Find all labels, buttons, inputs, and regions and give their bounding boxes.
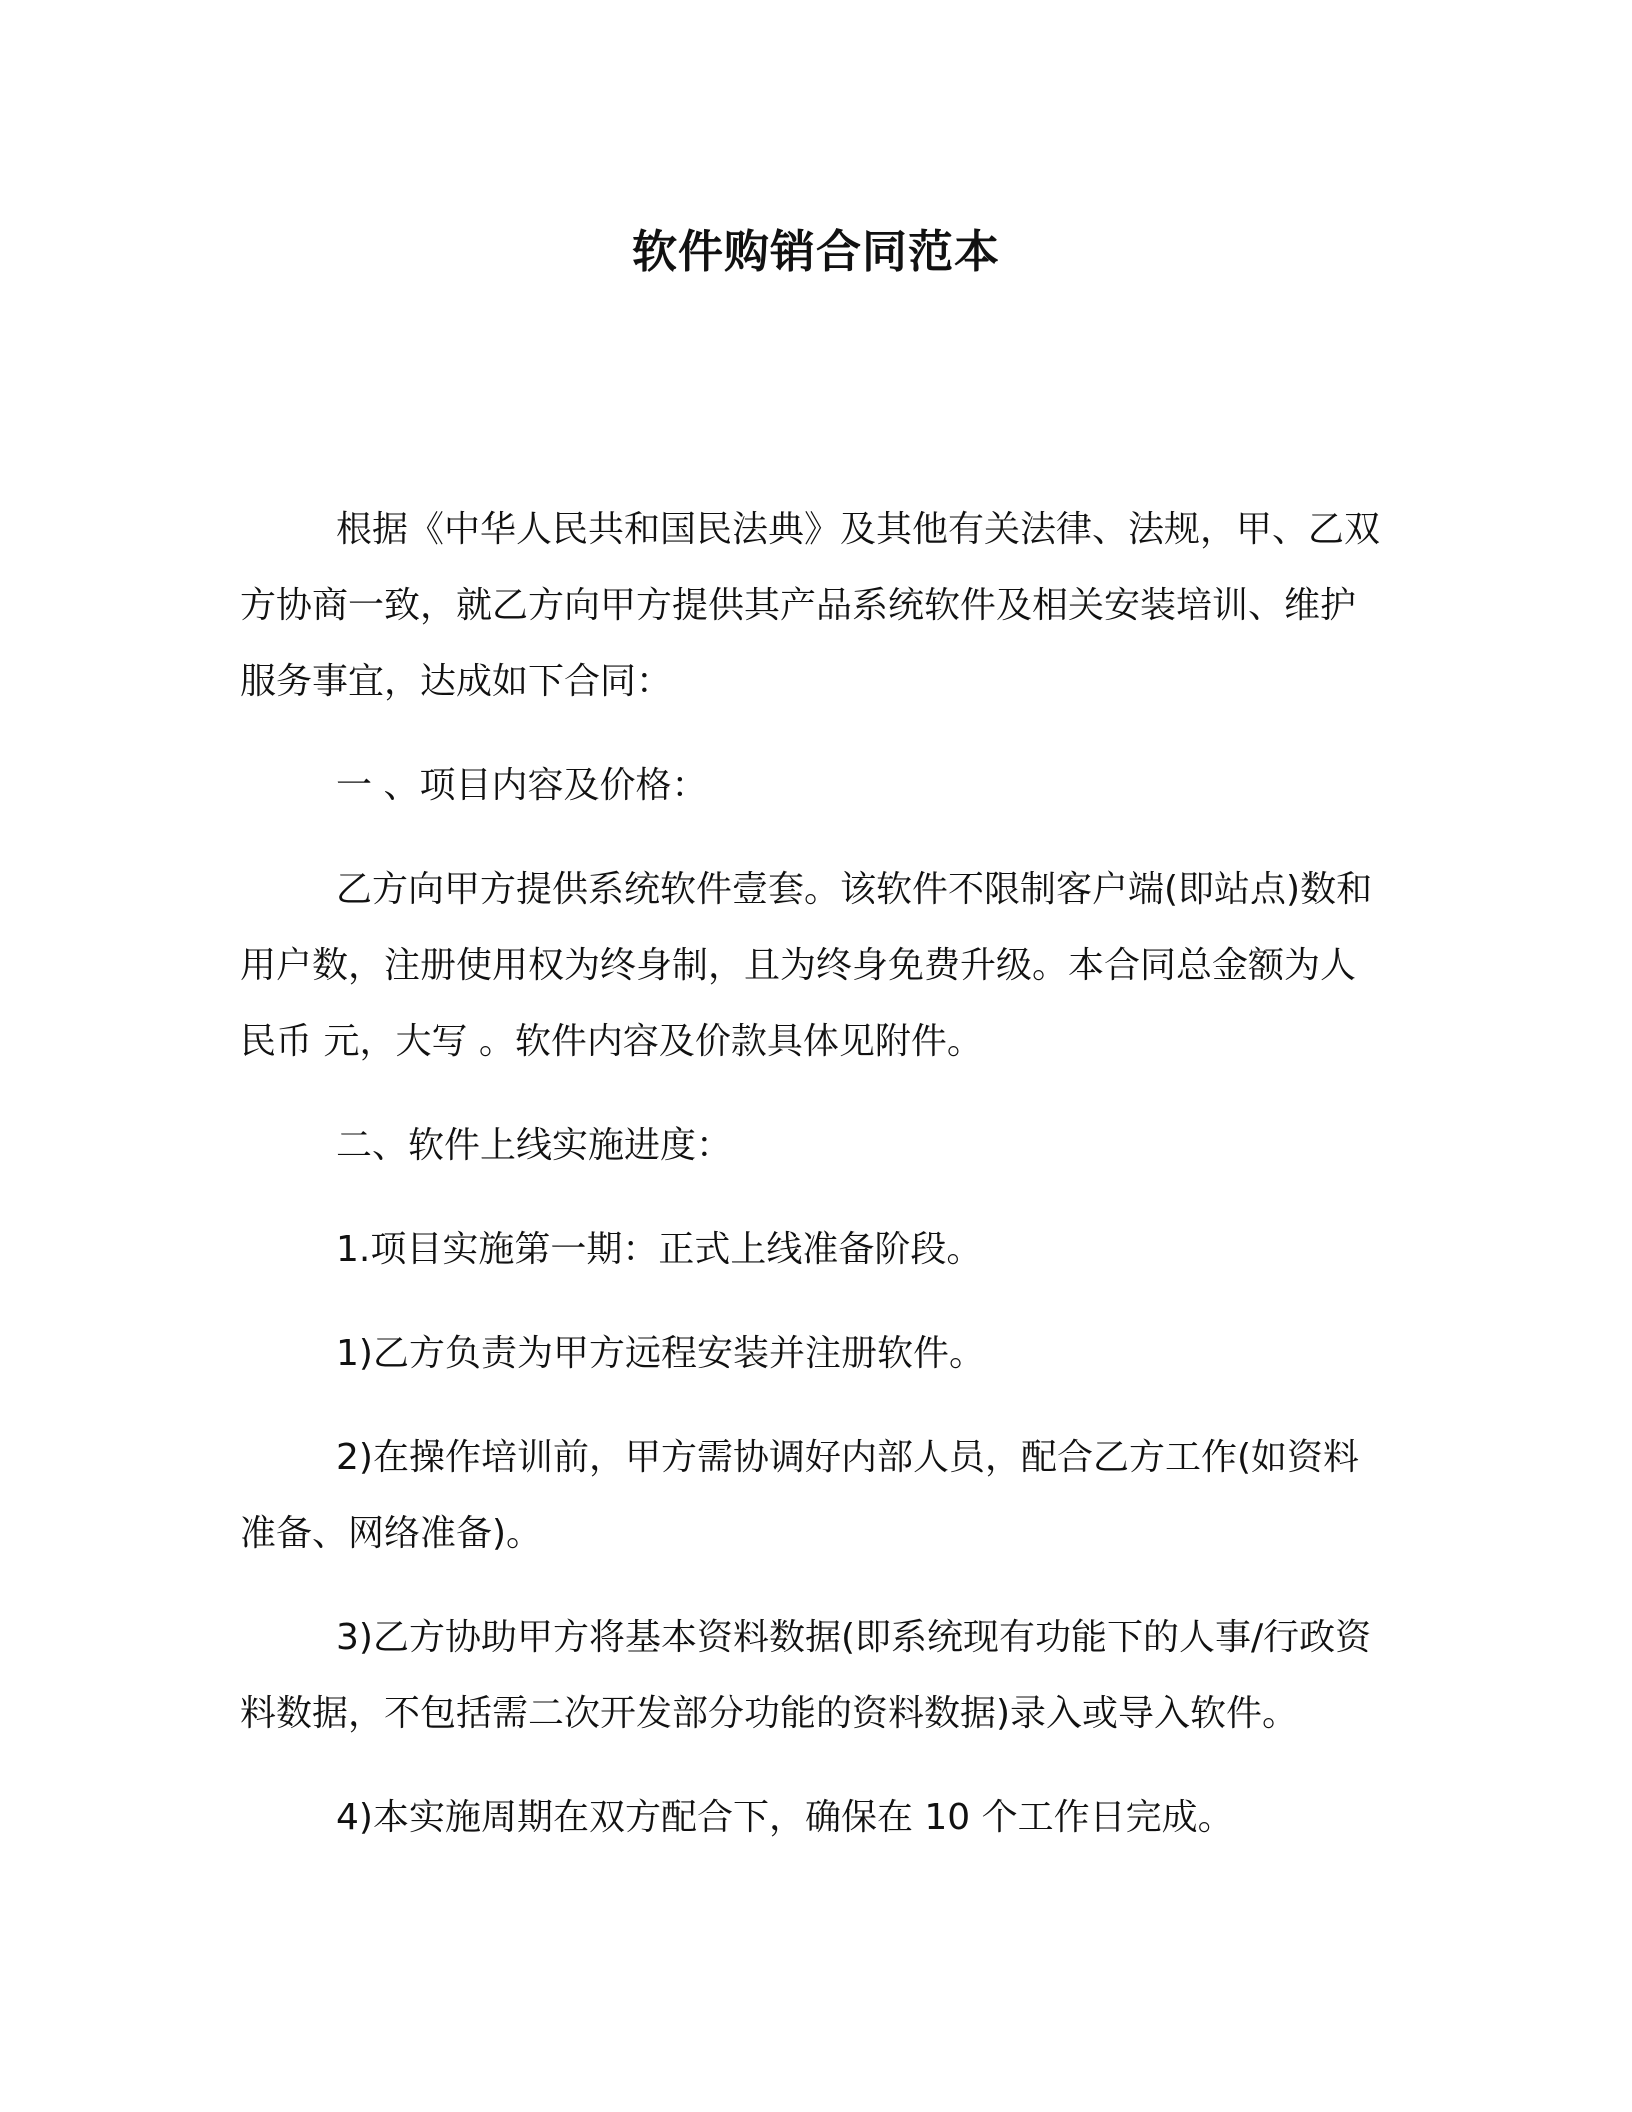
list-item-4: 4)本实施周期在双方配合下，确保在 10 个工作日完成。 xyxy=(336,1797,1234,1838)
paragraph-phase-one: 1.项目实施第一期：正式上线准备阶段。 xyxy=(336,1229,983,1270)
paragraph-preamble: 根据《中华人民共和国民法典》及其他有关法律、法规，甲、乙双方协商一致，就乙方向甲方提供其产品系统软件及相关安装培训、维护服务事宜，达成如下合同： xyxy=(240,509,1381,702)
list-item-1: 1)乙方负责为甲方远程安装并注册软件。 xyxy=(336,1333,985,1374)
section-heading-implementation-schedule: 二、软件上线实施进度： xyxy=(336,1125,733,1166)
section-heading-project-content: 一 、项目内容及价格： xyxy=(336,765,708,806)
document-title: 软件购销合同范本 xyxy=(631,225,1000,278)
list-item-2: 2)在操作培训前，甲方需协调好内部人员，配合乙方工作(如资料准备、网络准备)。 xyxy=(240,1437,1359,1554)
paragraph-project-content: 乙方向甲方提供系统软件壹套。该软件不限制客户端(即站点)数和用户数，注册使用权为终身制，且为终身免费升级。本合同总金额为人民币 元，大写 。软件内容及价款具体见附件。 xyxy=(240,869,1373,1062)
list-item-3: 3)乙方协助甲方将基本资料数据(即系统现有功能下的人事/行政资料数据，不包括需二次开发部分功能的资料数据)录入或导入软件。 xyxy=(240,1617,1372,1734)
document-body xyxy=(240,492,1390,1856)
